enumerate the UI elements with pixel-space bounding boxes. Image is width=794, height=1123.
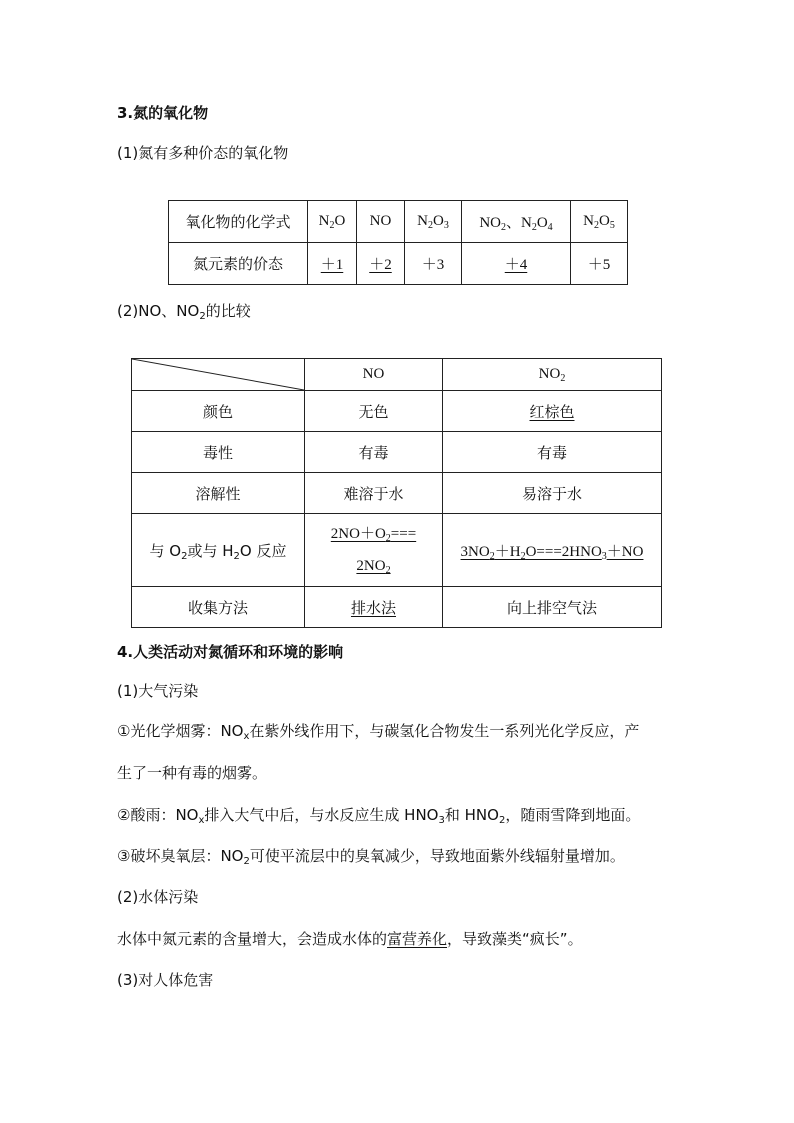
- sec4-sub3: (3)对人体危害: [117, 971, 214, 989]
- valence-cell: [308, 243, 357, 285]
- formula-n2o: $N_2O$: [308, 201, 357, 243]
- paragraph-photochemical-smog-cont: 生了一种有毒的烟雾。: [117, 764, 268, 782]
- formula-n2o3: $N_2O_3$: [405, 201, 462, 243]
- valence-value: ＋2: [369, 257, 392, 273]
- row-label-color: 颜色: [132, 391, 305, 432]
- paragraph-water-pollution: 水体中氮元素的含量增大，会造成水体的富营养化，导致藻类“疯长”。: [117, 930, 583, 948]
- no-collection: [305, 587, 443, 628]
- valence-cell: [571, 243, 628, 285]
- no-toxicity: 有毒: [305, 432, 443, 473]
- formula-no2-n2o4: $NO_2$、$N_2O_4$: [462, 201, 571, 243]
- header-no2: $NO_2$: [443, 359, 662, 391]
- valence-cell: [462, 243, 571, 285]
- row-label-solubility: 溶解性: [132, 473, 305, 514]
- formula-row-label: 氧化物的化学式: [169, 201, 308, 243]
- no2-reaction: $3NO_2+H_2O===2HNO_3+NO$: [443, 514, 662, 587]
- paragraph-acid-rain: ②酸雨：$NO_x$排入大气中后，与水反应生成 $HNO_3$和 $HNO_2$，随雨雪降到地面。: [117, 806, 641, 826]
- valence-value: ＋5: [587, 257, 611, 273]
- no-collection-value: 排水法: [350, 598, 396, 617]
- no2-color-value: 红棕色: [529, 402, 575, 421]
- subsection-1-title: (1)氮有多种价态的氧化物: [117, 144, 289, 162]
- valence-value: ＋1: [320, 257, 344, 273]
- no2-solubility: 易溶于水: [443, 473, 662, 514]
- diagonal-line: [132, 359, 304, 390]
- section-3-title: 3.氮的氧化物: [117, 104, 209, 122]
- sec4-sub1: (1)大气污染: [117, 682, 199, 700]
- valence-cell: [405, 243, 462, 285]
- valence-cell: [357, 243, 405, 285]
- subsection-2-title: (2)NO、$NO_2$的比较: [117, 302, 251, 322]
- no-color: 无色: [305, 391, 443, 432]
- no2-collection: 向上排空气法: [443, 587, 662, 628]
- row-label-collection: 收集方法: [132, 587, 305, 628]
- paragraph-photochemical-smog: ①光化学烟雾：$NO_x$在紫外线作用下，与碳氢化合物发生一系列光化学反应，产: [117, 722, 640, 742]
- header-no: NO: [305, 359, 443, 391]
- diagonal-header-cell: [132, 359, 305, 391]
- eutrophication-term: 富营养化: [387, 930, 448, 948]
- paragraph-ozone: ③破坏臭氧层：$NO_2$可使平流层中的臭氧减少，导致地面紫外线辐射量增加。: [117, 847, 625, 867]
- oxide-valence-table: [168, 200, 628, 285]
- no-solubility: 难溶于水: [305, 473, 443, 514]
- valence-value: ＋4: [504, 257, 528, 273]
- row-label-toxicity: 毒性: [132, 432, 305, 473]
- valence-value: ＋3: [421, 257, 445, 273]
- formula-no: NO: [357, 201, 405, 243]
- no-no2-comparison-table: [131, 358, 662, 628]
- row-label-reaction: 与 $O_2$或与 $H_2O$ 反应: [132, 514, 305, 587]
- no-reaction: $\frac{2NO+O_2===}{2NO_2}$: [305, 514, 443, 587]
- valence-row-label: 氮元素的价态: [169, 243, 308, 285]
- section-4-title: 4.人类活动对氮循环和环境的影响: [117, 643, 344, 661]
- no2-toxicity: 有毒: [443, 432, 662, 473]
- no2-color: [443, 391, 662, 432]
- formula-n2o5: $N_2O_5$: [571, 201, 628, 243]
- sec4-sub2: (2)水体污染: [117, 888, 199, 906]
